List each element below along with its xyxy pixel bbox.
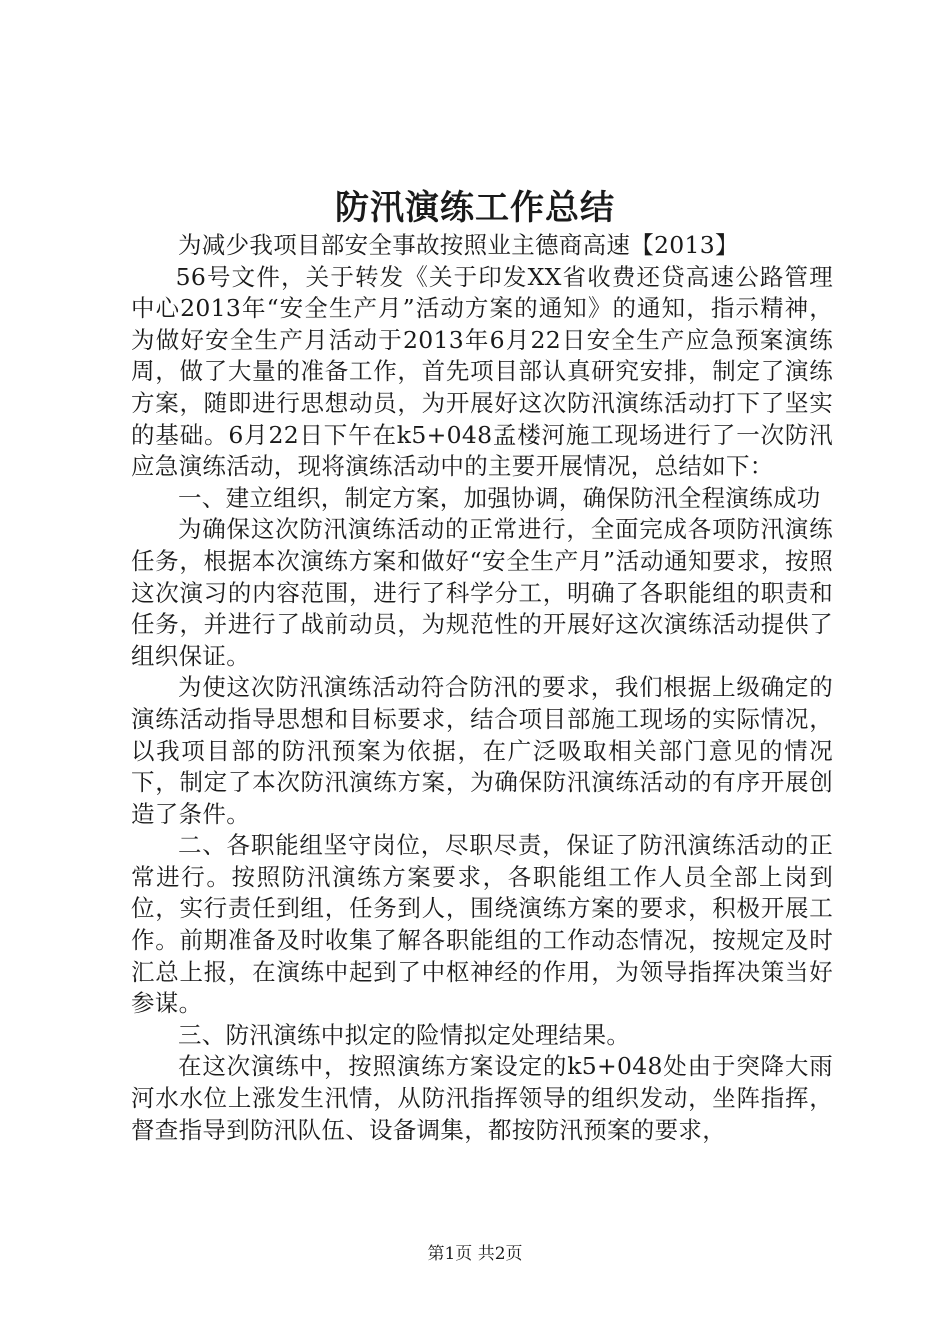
paragraph-section-1a: 为确保这次防汛演练活动的正常进行，全面完成各项防汛演练任务，根据本次演练方案和做好“安全生产月”活动通知要求，按照这次演习的内容范围，进行了科学分工，明确了各职能组的职责和任务，并进行了战前动员，为规范性的开展好这次演练活动提供了组织保证。 — [131, 515, 833, 670]
paragraph-section-1b: 为使这次防汛演练活动符合防汛的要求，我们根据上级确定的演练活动指导思想和目标要求，结合项目部施工现场的实际情况，以我项目部的防汛预案为依据，在广泛吸取相关部门意见的情况下，制定了本次防汛演练方案，为确保防汛演练活动的有序开展创造了条件。 — [131, 673, 833, 828]
section-heading-2: 二、各职能组坚守岗位，尽职尽责，保证了防汛演练活动的正常进行。按照防汛演练方案要求，各职能组工作人员全部上岗到位，实行责任到组，任务到人，围绕演练方案的要求，积极开展工作。前期准备及时收集了解各职能组的工作动态情况，按规定及时汇总上报，在演练中起到了中枢神经的作用，为领导指挥决策当好参谋。 — [131, 831, 833, 1018]
document-title: 防汛演练工作总结 — [335, 188, 615, 228]
paragraph-section-3: 在这次演练中，按照演练方案设定的k5+048处由于突降大雨河水水位上涨发生汛情，从防汛指挥领导的组织发动，坐阵指挥，督查指导到防汛队伍、设备调集，都按防汛预案的要求， — [131, 1052, 833, 1144]
paragraph-intro: 为减少我项目部安全事故按照业主德商高速【2013】 — [178, 231, 739, 259]
page-number: 第1页 共2页 — [427, 1244, 523, 1264]
paragraph-intro-continued: 56号文件，关于转发《关于印发XX省收费还贷高速公路管理中心2013年“安全生产月”活动方案的通知》的通知，指示精神，为做好安全生产月活动于2013年6月22日安全生产应急预案演练周，做了大量的准备工作，首先项目部认真研究安排，制定了演练方案，随即进行思想动员，为开展好这次防汛演练活动打下了坚实的基础。6月22日下午在k5+048孟楼河施工现场进行了一次防汛应急演练活动，现将演练活动中的主要开展情况，总结如下： — [131, 262, 833, 481]
document-body — [131, 230, 833, 1146]
section-heading-3: 三、防汛演练中拟定的险情拟定处理结果。 — [178, 1020, 631, 1049]
section-heading-1: 一、建立组织，制定方案，加强协调，确保防汛全程演练成功 — [178, 483, 821, 512]
